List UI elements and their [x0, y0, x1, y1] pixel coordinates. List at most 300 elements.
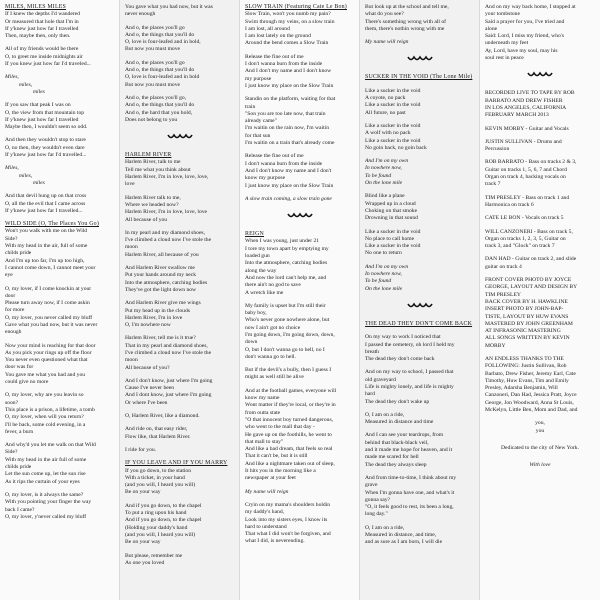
lyric-line: There's something wrong with all of — [365, 18, 447, 25]
lyric-line: As it rips the curtain of your eyes — [5, 478, 80, 485]
lyric-line: INSERT PHOTO BY JOHN-BAP- — [485, 306, 564, 313]
lyric-line: When I was young, just under 21 — [245, 238, 320, 245]
lyric-line: and as sure as I am born, I will die — [365, 539, 443, 546]
column-2 — [120, 0, 240, 600]
lyric-line: Be on your way — [125, 489, 161, 496]
lyric-line: And Harlem River swallow me — [125, 265, 195, 272]
lyric-line: Cryin on my mama's shoulders holdin — [245, 501, 331, 508]
lyric-line: Miles, — [5, 74, 19, 81]
lyric-line: And I dont know, just where I'm going — [125, 392, 212, 399]
lyric-line: made me scared for hell — [365, 454, 419, 461]
lyric-line: BARBATO AND DREW FISHER — [485, 97, 563, 104]
lyric-line: O, to greet me inside midnights air — [5, 53, 83, 60]
lyric-line: JUSTIN SULLIVAN - Drums and — [485, 138, 562, 145]
lyric-line: my daddy's hand, — [245, 509, 285, 516]
lyric-line: Slow Train, won't you numb my pain? — [245, 11, 331, 18]
lyric-line: "O, it feels good to rest, its been a long, — [365, 504, 454, 511]
lyric-line: I am lost, all around — [245, 25, 290, 32]
lyric-line: O, love is four-leafed and in bold — [125, 74, 200, 81]
lyric-line: To be found — [365, 172, 392, 179]
lyric-line: But now you must move — [125, 81, 181, 88]
lyric-line: there ain't no god to save — [245, 282, 301, 289]
lyric-line: (and you will, I heard you will) — [125, 531, 196, 538]
lyric-line: FOLLOWING: Justin Sullivan, Rob — [485, 363, 567, 370]
lyric-line: Like a sucker in the void — [365, 228, 421, 235]
lyric-line: Organ on tracks 1, 2, 3, 5, Guitar on — [485, 235, 566, 242]
lyric-line: you — [535, 427, 545, 434]
lyric-line: CATE LE BON - Vocals on track 5 — [485, 215, 564, 222]
lyric-line: Release the fine out of me — [245, 153, 304, 160]
lyric-line: You gave what you had now, but it was — [125, 4, 213, 10]
lyric-line: That in my pearl and diamond shoes, — [125, 342, 208, 349]
lyric-line: A slow train coming, a slow train gone — [245, 195, 332, 202]
lyric-line: Put your hands around my neck — [125, 272, 196, 279]
lyric-line: My name will reign — [365, 39, 409, 46]
lyric-line: miles — [33, 88, 45, 95]
lyric-line: what I did, is neverending. — [245, 538, 305, 545]
lyric-line: Then, maybe then, only then. — [5, 33, 71, 40]
lyric-line: Like a sucker in the void — [365, 122, 421, 129]
lyric-line: He gave up on the foothills, he went to — [245, 431, 332, 438]
lyric-line: underneath my feet — [485, 40, 529, 47]
lyric-line: Wont matter if they're local, or they're in — [245, 402, 336, 409]
lyric-line: On the lone mile — [365, 285, 403, 292]
lyric-line: Standin on the platform, waiting for that — [245, 96, 336, 103]
lyric-line: Canzoneri, Dan Had, Jessica Pratt, Joyce — [485, 392, 577, 399]
lyric-line: Drowning in that sound — [365, 215, 418, 222]
lyric-line: And if you go down, to the chapel — [125, 502, 202, 509]
lyric-line: With you pointing your finger the way — [5, 499, 92, 506]
lyric-line: my purpose — [245, 75, 272, 82]
lyric-line: that mall to stay" — [245, 438, 284, 445]
lyric-line: RECORDED LIVE TO TAPE BY ROB — [485, 90, 575, 97]
wave-divider-icon — [365, 50, 474, 68]
lyric-line: Please turn away now, if I come askin — [5, 300, 90, 307]
lyric-line: KEVIN MORBY - Guitar and Vocals — [485, 125, 569, 132]
lyric-line: Or where I've been — [125, 399, 168, 406]
lyric-line: Who's never gone nowhere alone, but — [245, 317, 330, 324]
lyric-line: behind that black-black veil, — [365, 439, 429, 446]
lyric-line: now I ain't got no choice — [245, 324, 301, 331]
lyric-line: Gave what you had now, but it was never — [5, 321, 98, 328]
lyric-line: McKelyn, Little Ben, Mom and Dad, and — [485, 407, 578, 414]
lyric-line: moon — [125, 357, 138, 364]
lyric-line: And o, the hard that you hold, — [125, 109, 193, 116]
lyric-line: You never even questioned what that — [5, 357, 88, 364]
lyric-line: I'll be back, some cold evening, in a — [5, 421, 86, 428]
lyric-line: I'm waitin on a train that's already come — [245, 140, 335, 147]
lyric-line: "O that innocent boy turned dangerous, — [245, 416, 334, 423]
lyric-line: know my name — [245, 395, 280, 402]
lyric-line: AN ENDLESS THANKS TO THE — [485, 355, 564, 362]
lyric-line: grave — [365, 482, 378, 489]
lyric-line: old graveyard — [365, 376, 396, 383]
lyric-line: In nowhere now, — [365, 271, 402, 278]
lyric-line: To put a ring upon his hand — [125, 510, 187, 517]
lyric-line: And I don't know, just where I'm going — [125, 377, 213, 384]
lyric-line: Blind like a plane — [365, 193, 405, 200]
stanza-gap — [485, 435, 595, 445]
lyric-line: Miles, — [5, 165, 19, 172]
lyric-line: I've climbed a cloud now I've stole the — [125, 237, 212, 244]
lyric-line: track 7 — [485, 181, 501, 188]
lyric-line: With my head in the air, full of some — [5, 243, 88, 250]
lyric-line: (Holding your daddy's hand — [125, 524, 188, 531]
lyric-line: along the way — [245, 267, 277, 274]
lyric-line: Organ on track 4, backing vocals on — [485, 174, 566, 181]
lyric-line: track 3, and "Glock" on track 7 — [485, 243, 555, 250]
lyric-line: FRONT COVER PHOTO BY JOYCE — [485, 277, 572, 284]
lyric-line: Said a prayer for you, I've tried and — [485, 18, 565, 25]
lyric-line: never enough — [125, 11, 156, 18]
lyric-line: AT INFRASONIC MASTERING — [485, 328, 561, 335]
lyric-line: But if the devil's a bully, then I guess I — [245, 367, 332, 374]
lyric-line: But please, remember me — [125, 552, 183, 559]
lyric-line: Into the atmosphere, catching bodies — [245, 260, 328, 267]
lyric-line: TIM PRESLEY — [485, 291, 521, 298]
lyric-line: Like a sucker in the void — [365, 102, 421, 109]
wave-divider-icon — [245, 207, 354, 225]
lyric-line: from outta state — [245, 409, 281, 416]
lyric-line: And I'm on my own — [365, 263, 409, 270]
lyric-line: TIM PRESLEY - Bass on track 1 and — [485, 194, 570, 201]
lyric-line: I tore my town apart by emptying my — [245, 245, 329, 252]
lyric-line: And o, the places you'll go, — [125, 94, 187, 101]
lyric-line: eye — [5, 272, 13, 279]
lyric-line: baby boy, — [245, 310, 267, 317]
lyric-line: hard — [365, 391, 375, 398]
lyric-line: And I can see your teardrops, from — [365, 432, 444, 439]
lyric-line: soon? — [5, 399, 19, 406]
lyric-line: With love — [529, 462, 551, 469]
lyric-line: already came" — [245, 118, 277, 125]
lyric-line: O, my lover, y'never called my bluff — [5, 513, 87, 520]
lyric-line: loaded gun — [245, 253, 270, 260]
lyric-line: Choking on that smoke — [365, 207, 418, 214]
lyric-line: what do you see? — [365, 11, 404, 18]
lyric-line: It hits you in the morning like a — [245, 468, 316, 475]
lyric-line: If you go down, to the station — [125, 467, 192, 474]
lyric-line: Side? — [5, 235, 18, 242]
lyric-line: breath — [365, 348, 379, 355]
lyric-line: enough — [5, 329, 22, 336]
song-title: WILD SIDE (O, The Places You Go) — [5, 221, 99, 228]
lyric-line: If y'knew just how far I'd travelled... — [5, 152, 87, 159]
lyric-line: down — [245, 339, 258, 346]
lyric-line: Timothy, Huw Evans, Tim and Emily — [485, 377, 569, 384]
lyric-line: Maybe then, I wouldn't seem so odd. — [5, 124, 88, 131]
lyric-line: When I'm gonna have one, and what's it — [365, 489, 455, 496]
lyric-line: On my way to work I noticed that — [365, 334, 441, 341]
lyric-line: Like a sucker in the void — [365, 137, 421, 144]
lyric-line: soul rest in peace — [485, 55, 524, 62]
lyric-line: O, my lover, if I come knockin at your — [5, 285, 92, 292]
lyric-line: And on my way to school, I passed that — [365, 369, 454, 376]
song-title: IF YOU LEAVE AND IF YOU MARRY — [125, 460, 228, 467]
lyric-line: I passed the cemetery, oh lord I held my — [365, 341, 455, 348]
lyric-line: And like a nightmare taken out of sleep, — [245, 460, 335, 467]
lyric-line: don't wanna go to hell. — [245, 353, 296, 360]
lyric-line: And at the football games, everyone will — [245, 387, 337, 394]
lyric-line: No one to return — [365, 250, 402, 257]
lyric-line: And why'd you let me walk on that Wild — [5, 442, 96, 449]
lyric-line: Life is mighty lonely, and life is mighty — [365, 383, 454, 390]
lyric-line: Let the sun come up, let the sun rise — [5, 471, 86, 478]
song-title: REIGN — [245, 231, 264, 238]
lyric-line: If y'knew just how far I travelled... — [5, 207, 83, 214]
lyric-line: "Son you are too late now, that train — [245, 110, 326, 117]
lyric-line: Into the atmosphere, catching bodies — [125, 279, 208, 286]
lyric-line: This place is a prison, a lifetime, a tomb — [5, 406, 95, 413]
wave-divider-icon — [125, 128, 234, 146]
lyric-line: And o, the things that you'll do — [125, 67, 195, 74]
lyric-line: fever, a burn — [5, 428, 34, 435]
lyric-line: No place to call home — [365, 235, 415, 242]
lyric-line: If y'knew just how far I travelled — [5, 116, 79, 123]
lyric-line: Guitar on tracks 1, 5, 6, 7 and Chord — [485, 166, 567, 173]
lyric-line: Or measured that hole that I'm in — [5, 18, 79, 25]
lyric-line: And Harlem River give me wings — [125, 300, 201, 307]
lyric-line: Cause I've never been — [125, 385, 174, 392]
column-3 — [240, 0, 360, 600]
lyric-line: But now you must move — [125, 46, 181, 53]
lyric-line: And I'm on my own — [365, 158, 409, 165]
lyric-line: love — [125, 181, 135, 188]
lyric-line: And if you go down, to the chapel — [125, 517, 202, 524]
lyric-line: BACK COVER BY H. HAWKLINE — [485, 298, 568, 305]
lyric-line: With a ticket, in your hand — [125, 474, 185, 481]
lyric-line: FEBRUARY MARCH 2013 — [485, 112, 549, 119]
lyric-line: On the lone mile — [365, 180, 403, 187]
lyric-line: And o, the things that you'll do — [125, 31, 195, 38]
lyric-line: Harlem River, talk to me — [125, 159, 181, 166]
lyric-line: Tell me what you think about — [125, 166, 191, 173]
lyric-line: Dedicated to the city of New York. — [501, 444, 579, 451]
lyric-line: O, my lover, you never called my bluff — [5, 314, 93, 321]
lyric-line: Like a sucker in the void — [365, 87, 421, 94]
lyric-line: If y'knew just how far I travelled — [5, 25, 79, 32]
lyric-line: Swim through my veins, on a slow train — [245, 18, 335, 25]
lyric-line: With my head in the air full of some — [5, 456, 87, 463]
lyric-line: O, the view from that mountain top — [5, 109, 85, 116]
lyric-line: I cannot come down, I cannot meet your — [5, 264, 96, 271]
lyric-line: And ride on, that easy rider, — [125, 426, 188, 433]
lyric-line: for more — [5, 307, 25, 314]
lyric-line: alone — [485, 25, 498, 32]
lyric-line: moon — [125, 244, 138, 251]
lyric-line: Measured in distance, and time, — [365, 532, 437, 539]
lyric-line: Ay, Lord, have my soul, may his — [485, 47, 558, 54]
lyric-line: Be on your way — [125, 539, 161, 546]
lyric-line: Does not belong to you — [125, 116, 178, 123]
lyric-line: As you pick your rings up off the floor — [5, 349, 92, 356]
lyric-line: ROB BARBATO - Bass on tracks 2 & 3, — [485, 159, 577, 166]
lyric-line: And o, the things that you'll do — [125, 102, 195, 109]
lyric-line: Won't you walk with me on the Wild — [5, 228, 88, 235]
lyric-line: And I don't my name and I don't know — [245, 68, 332, 75]
lyric-line: And then they wouldn't stop to stare — [5, 137, 86, 144]
lyric-line: And from time-to-time, I think about my — [365, 474, 457, 481]
lyric-line: I just know my place on the Slow Train — [245, 182, 334, 189]
lyric-line: And I don't know my name and I don't — [245, 167, 332, 174]
lyric-line: O, I am on a ride, — [365, 524, 405, 531]
lyric-line: Flow like, that Harlem River. — [125, 433, 191, 440]
song-title: MILES, MILES MILES — [5, 4, 67, 10]
lyric-line: They've got the light down now — [125, 286, 197, 293]
lyric-line: your tombstone — [485, 11, 520, 18]
lyric-line: Now your mind is reaching for that door — [5, 342, 96, 349]
lyric-line: A wretch like me — [245, 289, 284, 296]
lyric-line: GEORGE, LAYOUT AND DESIGN BY — [485, 284, 578, 291]
lyric-line: I just know my place on the Slow Train — [245, 82, 334, 89]
lyric-line: That it can't be, but it is still — [245, 453, 308, 460]
lyric-line: In nowhere now, — [365, 165, 402, 172]
lyric-line: O, but I don't wanna go to hell, no I — [245, 346, 325, 353]
lyric-line: All because of you — [125, 216, 168, 223]
lyric-line: Said: Lord, I miss my friend, who's — [485, 33, 565, 40]
song-title: THE DEAD THEY DON'T COME BACK — [365, 320, 473, 327]
lyric-line: If I knew the depths I'd wandered — [5, 11, 80, 18]
lyric-line: gonna say? — [365, 496, 391, 503]
lyric-line: The dead they don't wake up — [365, 398, 430, 405]
lyric-line: Put my head up in the clouds — [125, 307, 190, 314]
lyric-line: Side? — [5, 449, 18, 456]
lyric-line: them, there's nothin wrong with me — [365, 25, 445, 32]
lyric-line: miles, — [19, 81, 33, 88]
lyric-line: Wrapped up in a cloud — [365, 200, 416, 207]
lyric-line: I am lost lately on the ground — [245, 33, 311, 40]
song-title: SUCKER IN THE VOID (The Lone Mile) — [365, 74, 473, 81]
lyric-line: childs pride — [5, 250, 32, 257]
song-title: HARLEM RIVER — [125, 152, 172, 159]
lyric-line: And I'm up too far, I'm up too high, — [5, 257, 85, 264]
lyric-line: WILL CANZONERI - Bass on track 5, — [485, 228, 573, 235]
lyric-line: could give no more — [5, 379, 49, 386]
lyric-line: A wolf with no pack — [365, 130, 411, 137]
lyric-line: Harlem River talk to me, — [125, 194, 181, 201]
lyric-line: newspaper at your feet — [245, 475, 296, 482]
lyric-line: long day." — [365, 511, 388, 518]
lyric-line: O, I'm nowhere now — [125, 322, 171, 329]
lyric-line: Harlem River, I'm in love, love, love — [125, 209, 208, 216]
lyric-line: But look up at the school and tell me, — [365, 4, 449, 10]
lyric-line: O, my lover, when will you return? — [5, 414, 84, 421]
lyric-line: George, Jon Woodward, Anna St Louis, — [485, 399, 574, 406]
lyric-line: All of my friends would be there — [5, 46, 79, 53]
lyric-line: And o, the places you'll go — [125, 59, 185, 66]
lyric-line: you, — [535, 420, 545, 427]
stanza-gap — [485, 452, 595, 462]
lyric-line: To be found — [365, 278, 392, 285]
lyric-line: know my purpose — [245, 175, 286, 182]
lyric-line: O, all the the evil that I came across — [5, 200, 86, 207]
lyric-line: guitar on track 4 — [485, 263, 522, 270]
lyric-line: for that sun — [245, 132, 271, 139]
lyric-line: And o, the places you'll go — [125, 24, 185, 31]
lyric-line: The dead they always sleep — [365, 461, 427, 468]
lyric-line: who went to the mall that day - — [245, 424, 315, 431]
lyric-line: And now the lord can't help me, and — [245, 274, 327, 281]
lyric-line: The dead they don't come back — [365, 356, 435, 363]
lyric-line: I've climbed a cloud now I've stole the — [125, 349, 212, 356]
lyric-line: And that devil hung up on that cross — [5, 193, 87, 200]
wave-divider-icon — [485, 66, 595, 84]
lyric-line: O, I am on a ride, — [365, 411, 405, 418]
lyric-line: miles, — [19, 172, 33, 179]
lyric-line: I don't wanna burn from the inside — [245, 61, 323, 68]
lyric-line: TISTE, LAYOUT BY HUW EVANS — [485, 313, 569, 320]
lyric-line: Release the fine out of me — [245, 53, 304, 60]
song-title: SLOW TRAIN (Featuring Cate Le Bon) — [245, 4, 347, 10]
lyric-line: might as well still be alive — [245, 374, 304, 381]
lyric-line: door — [5, 292, 16, 299]
lyric-line: train — [245, 103, 256, 110]
lyric-line: MASTERED BY JOHN GREENHAM — [485, 320, 573, 327]
lyric-line: Harlem River, all because of you — [125, 251, 199, 258]
lyric-line: In my pearl and my diamond shoes, — [125, 229, 206, 236]
lyric-line: No goin back, no goin back — [365, 144, 427, 151]
lyric-line: If you saw that peak I was on — [5, 102, 71, 109]
lyric-line: You gave me what you had and you — [5, 371, 86, 378]
lyric-line: All future, no past — [365, 109, 406, 116]
lyric-line: A coyote, no pack — [365, 95, 406, 102]
lyric-line: As one you loved — [125, 559, 165, 566]
lyric-line: O, love is four-leafed and in bold, — [125, 39, 201, 46]
column-5 — [480, 0, 600, 600]
lyric-line: O, my lover, why are you leavin so — [5, 392, 84, 399]
lyric-line: door was for — [5, 364, 34, 371]
lyric-line: I'm waitin on the rain now, I'm waitin — [245, 125, 329, 132]
lyric-line: I'm going down, I'm going down, down, — [245, 331, 335, 338]
lyric-line: and it made me hope for heaven, and it — [365, 447, 453, 454]
lyric-line: Where we headed now? — [125, 201, 179, 208]
lyric-line: O, Harlem River, like a diamond. — [125, 413, 200, 420]
lyric-line: childs pride — [5, 464, 32, 471]
lyric-line: And on my way back home, I stopped at — [485, 4, 576, 10]
lyric-line: Like a sucker in the void — [365, 243, 421, 250]
lyric-line: IN LOS ANGELES, CALIFORNIA — [485, 104, 567, 111]
lyric-line: My family is upset but I'm still their — [245, 302, 326, 309]
lyric-line: ALL SONGS WRITTEN BY KEVIN — [485, 335, 570, 342]
lyric-line: Harlem River, I'm in love — [125, 314, 183, 321]
lyric-line: miles — [33, 179, 45, 186]
lyric-line: All because of you? — [125, 364, 170, 371]
lyric-line: I ride for you. — [125, 446, 157, 453]
lyric-line: (and you will, I heard you will) — [125, 482, 196, 489]
lyric-line: DAN HAD - Guitar on track 2, and slide — [485, 256, 577, 263]
lyric-line: back I came? — [5, 506, 35, 513]
lyric-line: Percussion — [485, 146, 510, 153]
lyric-line: Barbato, Drew Fisher, Jeremy Earl, Cate — [485, 370, 576, 377]
column-1 — [0, 0, 120, 600]
lyric-line: If you knew just how far I'd traveled... — [5, 61, 91, 68]
lyric-line: That what I did won't be forgiven, and — [245, 531, 331, 538]
column-4 — [360, 0, 480, 600]
lyric-line: My name will reign — [245, 488, 289, 495]
lyric-line: Presley, Adarsha Benjamin, Will — [485, 385, 558, 392]
lyric-line: Harmonica on track 6 — [485, 201, 534, 208]
lyric-line: Around the bend comes a Slow Train — [245, 40, 329, 47]
lyric-line: hard to understand — [245, 523, 287, 530]
lyric-line: Measured in distance and time — [365, 419, 434, 426]
lyric-line: O, my lover, is it always the same? — [5, 491, 84, 498]
lyric-line: O, no then, they wouldn't even dare — [5, 144, 85, 151]
lyric-line: I don't wanna burn from the inside — [245, 160, 323, 167]
lyric-line: MORBY — [485, 342, 506, 349]
lyric-line: Harlem River, tell me is it true? — [125, 335, 196, 342]
wave-divider-icon — [365, 297, 474, 315]
lyric-line: Look into my sisters eyes, I know its — [245, 516, 328, 523]
